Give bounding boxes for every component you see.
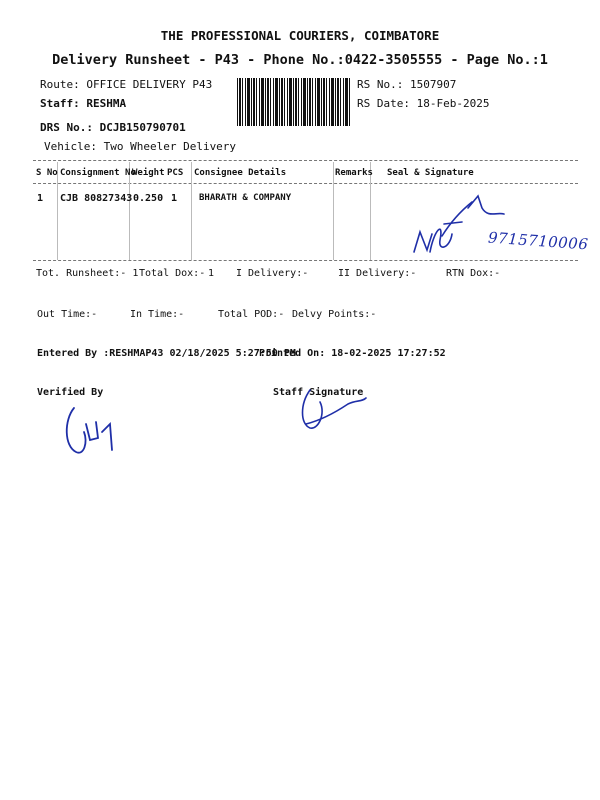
table-header-rule [33,183,578,184]
total-runsheet: Tot. Runsheet:- 1 [36,268,139,279]
table-cell-pcs: 1 [171,193,178,204]
table-cell-consignee: BHARATH & COMPANY [199,193,292,203]
staff-signature-label: Staff Signature [273,387,364,398]
receiver-phone-handwritten: 9715710006 [487,228,589,254]
in-time: In Time:- [130,309,185,320]
column-header-pcs: PCS [167,168,184,178]
rtn-dox: RTN Dox:- [446,268,501,279]
column-header-consignment: Consignment No [60,168,136,178]
delivery-points: Delvy Points:- [292,309,377,320]
rs-number: RS No.: 1507907 [357,78,457,91]
total-dox-value: 1 [208,268,215,279]
table-cell-weight: 0.250 [133,193,164,204]
column-header-sno: S No [36,168,58,178]
table-cell-consignment: CJB 80827343 [60,193,133,204]
staff-label: Staff: RESHMA [40,97,127,110]
rs-date: RS Date: 18-Feb-2025 [357,97,490,110]
i-delivery: I Delivery:- [236,268,309,279]
runsheet-subtitle: Delivery Runsheet - P43 - Phone No.:0422-3505555 - Page No.:1 [52,52,548,68]
total-dox-label: Total Dox:- [139,268,206,279]
column-divider [191,162,192,260]
column-header-weight: Weight [132,168,165,178]
column-header-seal-signature: Seal & Signature [387,168,474,178]
drs-number: DRS No.: DCJB150790701 [40,121,186,134]
route-label: Route: OFFICE DELIVERY P43 [40,78,213,91]
verifier-signature [62,402,132,462]
table-cell-sno: 1 [37,193,44,204]
document-title: THE PROFESSIONAL COURIERS, COIMBATORE [160,28,440,43]
total-pod: Total POD:- [218,309,285,320]
barcode [237,78,351,126]
column-header-consignee: Consignee Details [194,168,287,178]
entered-by: Entered By :RESHMAP43 02/18/2025 5:27:50 PM [37,348,296,359]
ii-delivery: II Delivery:- [338,268,417,279]
printed-on: Printed On: 18-02-2025 17:27:52 [259,348,446,359]
column-divider [333,162,334,260]
out-time: Out Time:- [37,309,98,320]
vehicle-label: Vehicle: Two Wheeler Delivery [44,140,237,153]
verified-by-label: Verified By [37,387,104,398]
column-header-remarks: Remarks [335,168,373,178]
staff-signature [296,384,376,434]
table-top-rule [33,160,578,161]
